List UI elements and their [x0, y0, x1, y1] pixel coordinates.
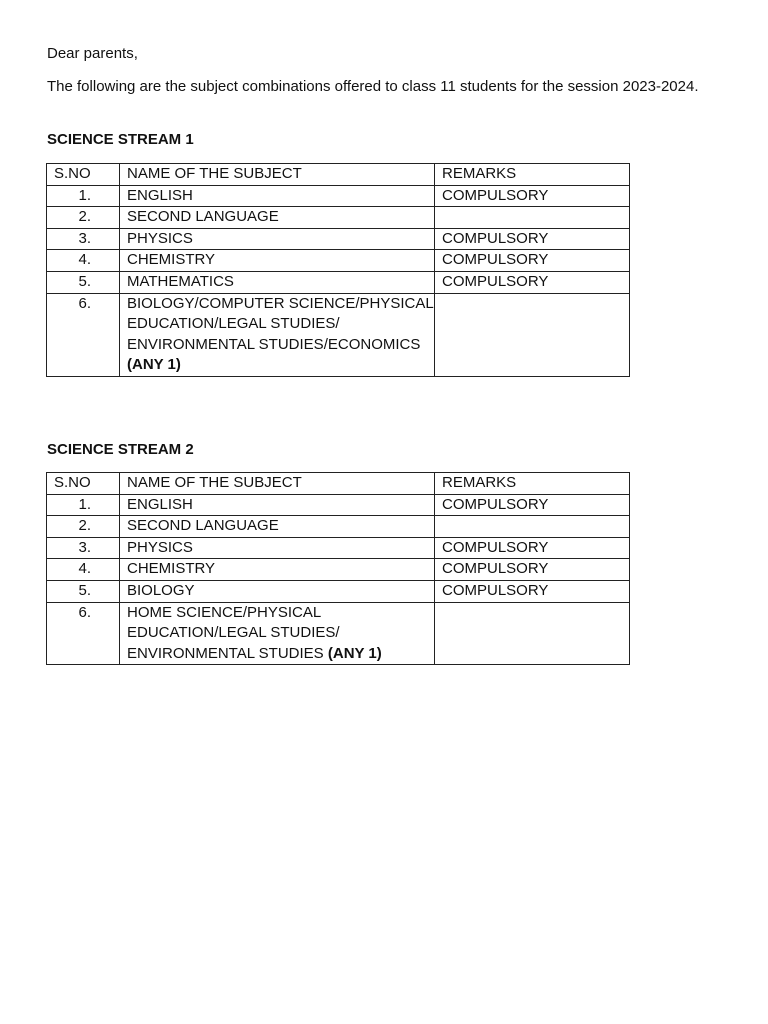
row-subject: ENGLISH — [120, 185, 435, 207]
row-subject-choice — [120, 293, 435, 376]
header-sno: S.NO — [47, 473, 120, 495]
row-subject: BIOLOGY — [120, 580, 435, 602]
table-row — [47, 516, 630, 538]
row-sno: 4. — [47, 559, 120, 581]
stream-1-title: SCIENCE STREAM 1 — [47, 131, 194, 148]
table-row — [47, 293, 630, 376]
row-remarks — [435, 207, 630, 229]
row-sno: 1. — [47, 494, 120, 516]
header-sno: S.NO — [47, 164, 120, 186]
row-sno: 5. — [47, 271, 120, 293]
row-subject: PHYSICS — [120, 537, 435, 559]
row-subject: MATHEMATICS — [120, 271, 435, 293]
row-remarks: COMPULSORY — [435, 494, 630, 516]
row-sno: 6. — [47, 293, 120, 376]
table-header-row — [47, 473, 630, 495]
subject-options: HOME SCIENCE/PHYSICAL EDUCATION/LEGAL STUDIES/ ENVIRONMENTAL STUDIES — [127, 603, 340, 662]
row-sno: 2. — [47, 207, 120, 229]
row-sno: 6. — [47, 602, 120, 665]
header-remarks: REMARKS — [435, 473, 630, 495]
header-subject: NAME OF THE SUBJECT — [120, 164, 435, 186]
stream-1-table — [46, 163, 630, 377]
table-row — [47, 271, 630, 293]
header-subject: NAME OF THE SUBJECT — [120, 473, 435, 495]
row-subject: SECOND LANGUAGE — [120, 207, 435, 229]
row-subject: SECOND LANGUAGE — [120, 516, 435, 538]
row-sno: 3. — [47, 537, 120, 559]
row-remarks — [435, 293, 630, 376]
stream-2-title: SCIENCE STREAM 2 — [47, 441, 194, 458]
choice-note: (ANY 1) — [327, 644, 382, 662]
header-remarks: REMARKS — [435, 164, 630, 186]
row-subject: ENGLISH — [120, 494, 435, 516]
row-remarks: COMPULSORY — [435, 185, 630, 207]
table-row — [47, 559, 630, 581]
table-row — [47, 228, 630, 250]
choice-note: (ANY 1) — [127, 356, 181, 374]
row-remarks: COMPULSORY — [435, 228, 630, 250]
table-row — [47, 494, 630, 516]
letter-intro: The following are the subject combinations offered to class 11 students for the session 2023-2024. — [47, 78, 699, 95]
row-remarks: COMPULSORY — [435, 559, 630, 581]
table-row — [47, 250, 630, 272]
table-row — [47, 185, 630, 207]
row-sno: 1. — [47, 185, 120, 207]
row-sno: 3. — [47, 228, 120, 250]
row-remarks: COMPULSORY — [435, 580, 630, 602]
table-row — [47, 602, 630, 665]
table-row — [47, 537, 630, 559]
row-subject: CHEMISTRY — [120, 250, 435, 272]
row-remarks: COMPULSORY — [435, 537, 630, 559]
row-subject-choice — [120, 602, 435, 665]
row-sno: 5. — [47, 580, 120, 602]
row-subject: PHYSICS — [120, 228, 435, 250]
row-remarks: COMPULSORY — [435, 271, 630, 293]
subject-options: BIOLOGY/COMPUTER SCIENCE/PHYSICAL EDUCATION/LEGAL STUDIES/ ENVIRONMENTAL STUDIES/ECONOMICS — [127, 294, 434, 353]
table-row — [47, 207, 630, 229]
row-sno: 2. — [47, 516, 120, 538]
letter-greeting: Dear parents, — [47, 45, 138, 62]
row-sno: 4. — [47, 250, 120, 272]
row-remarks — [435, 602, 630, 665]
table-header-row — [47, 164, 630, 186]
table-row — [47, 580, 630, 602]
stream-2-table — [46, 472, 630, 665]
row-subject: CHEMISTRY — [120, 559, 435, 581]
row-remarks: COMPULSORY — [435, 250, 630, 272]
row-remarks — [435, 516, 630, 538]
